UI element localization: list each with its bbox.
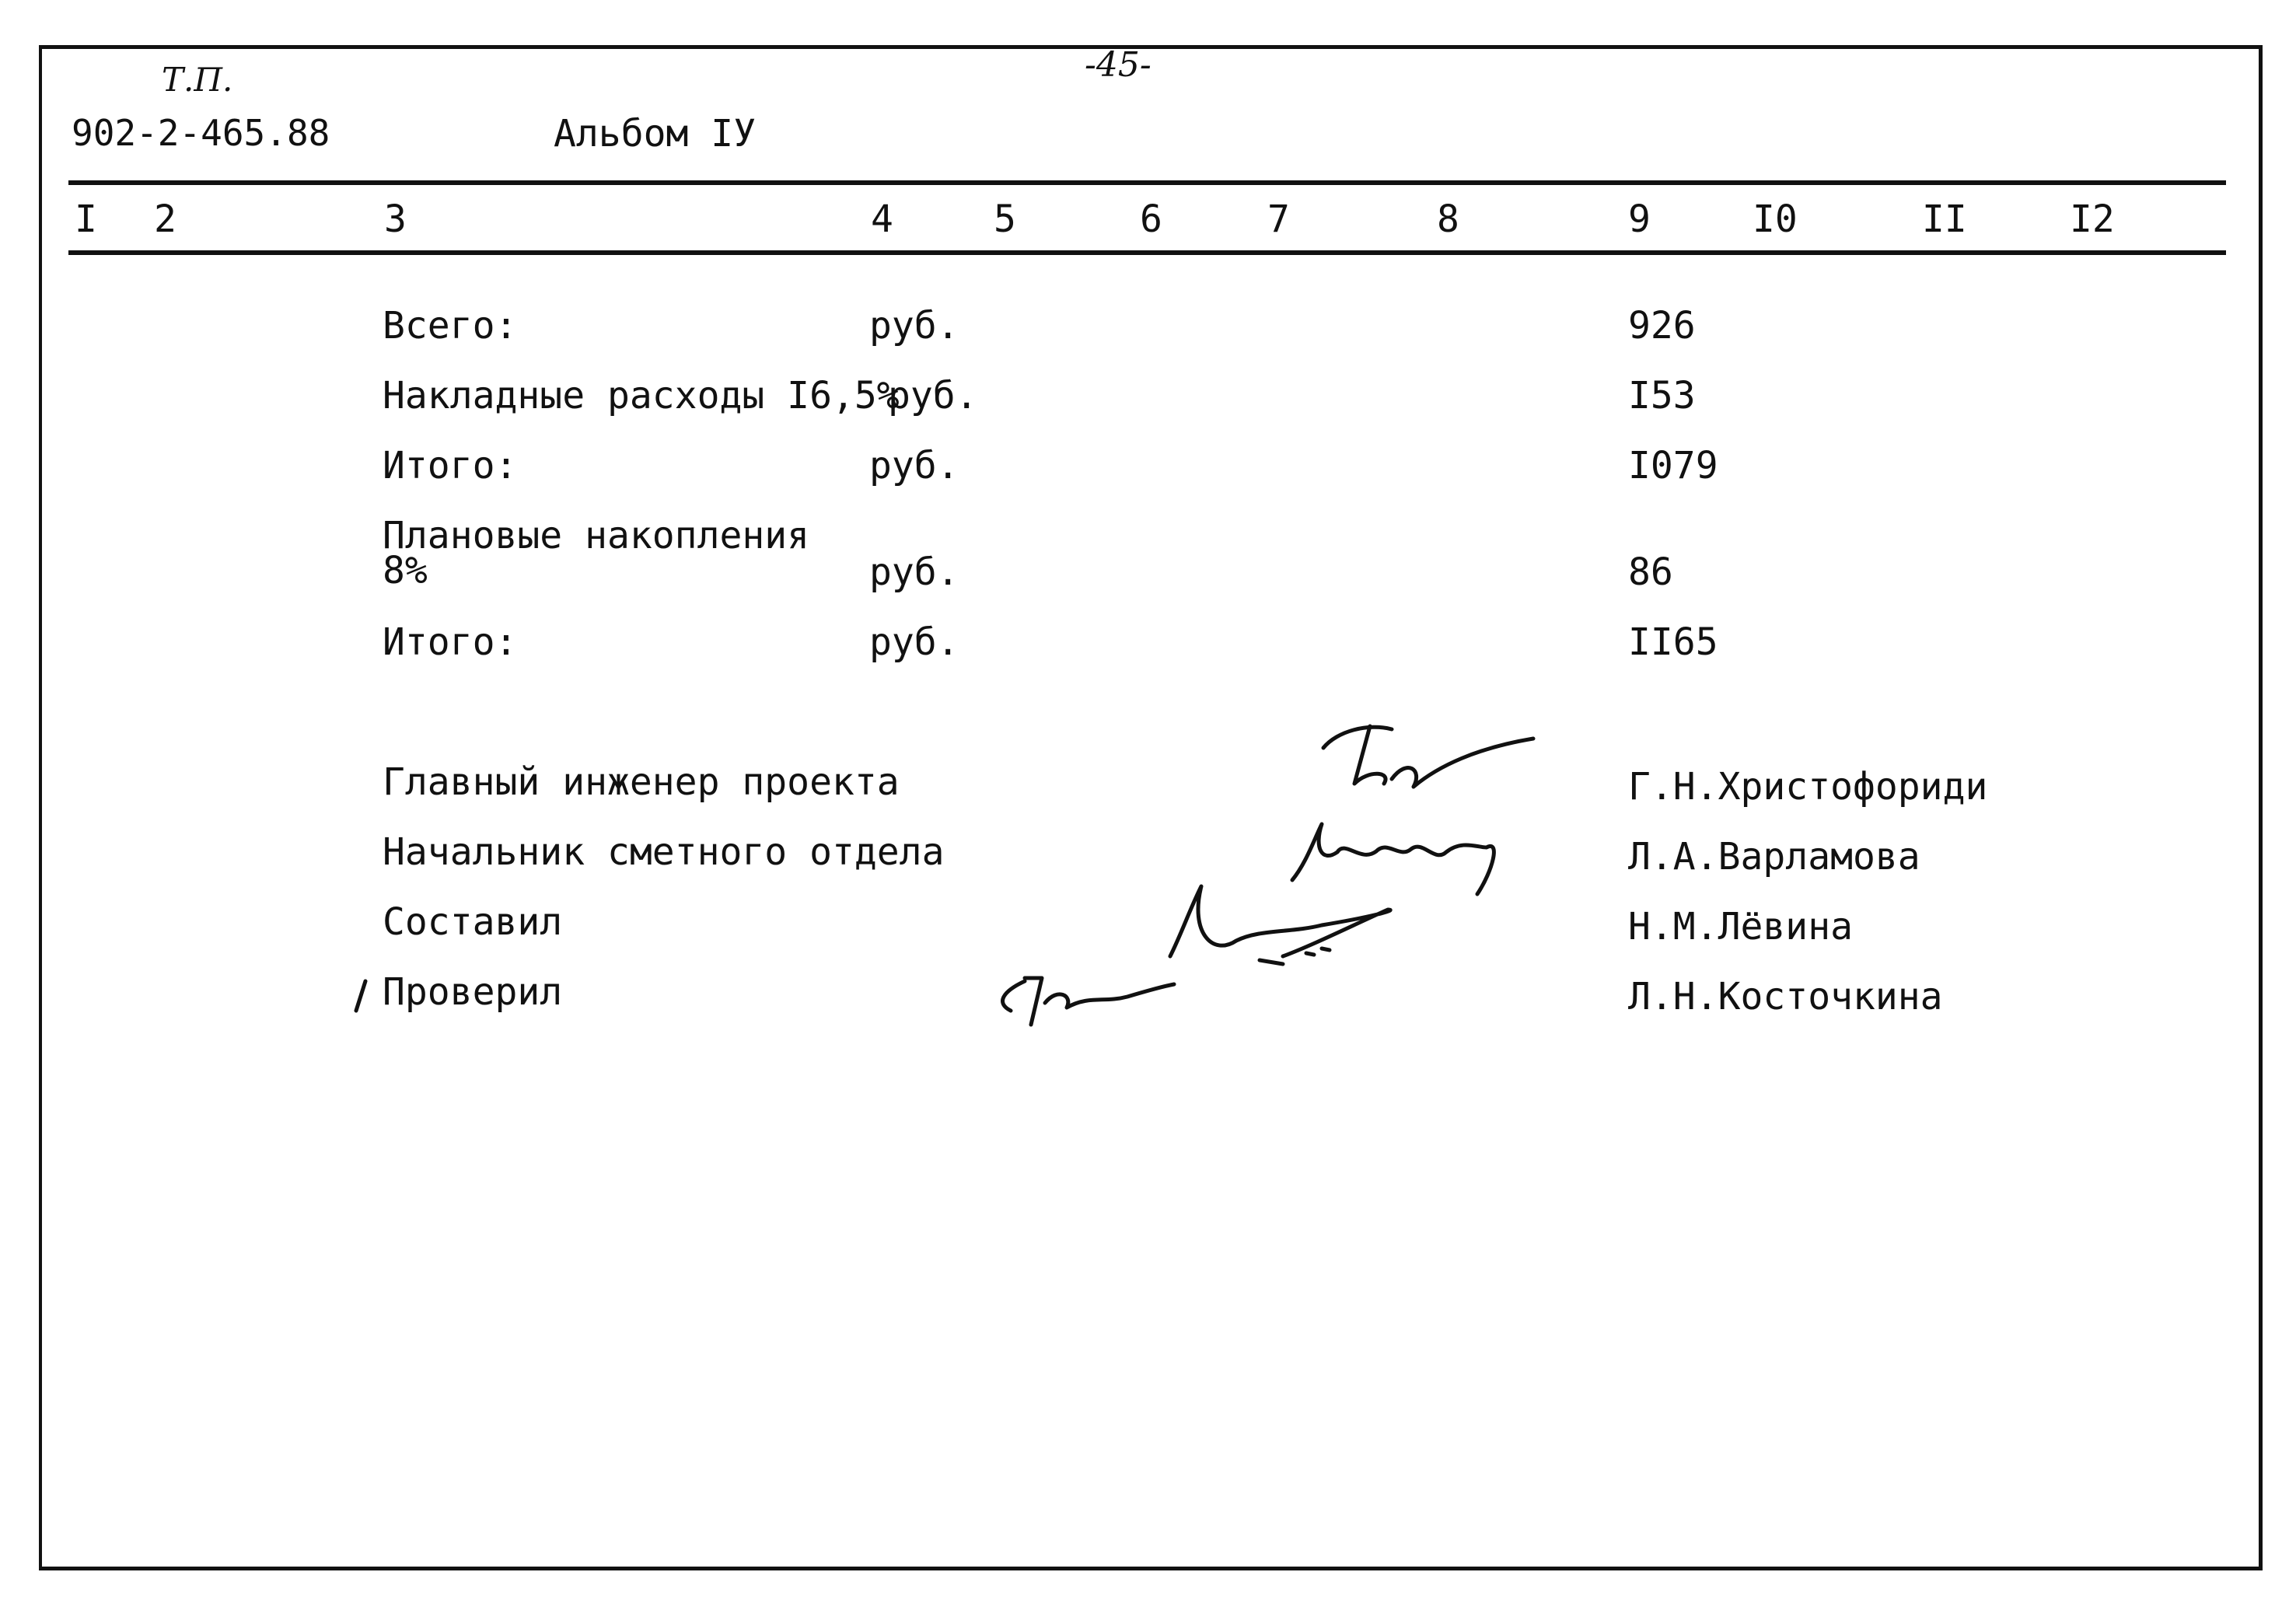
column-number: II	[1922, 197, 1967, 241]
row-unit: руб.	[869, 444, 959, 487]
check-mark	[356, 981, 365, 1011]
signature-role: Составил	[383, 900, 563, 944]
row-value: 86	[1628, 550, 1673, 594]
column-number: 5	[994, 197, 1016, 241]
signature-role: Главный инженер проекта	[383, 760, 900, 804]
row-value: 926	[1628, 304, 1696, 348]
signatory-name: Л.А.Варламова	[1628, 835, 1920, 879]
column-number: 3	[384, 197, 407, 241]
row-value: I53	[1628, 374, 1696, 417]
signature-chief-engineer	[1323, 726, 1533, 787]
column-number: I0	[1753, 197, 1798, 241]
document-code: 902-2-465.88	[72, 112, 330, 154]
row-label: Итого:	[383, 444, 518, 487]
page-number: -45-	[1085, 45, 1151, 85]
signature-compiler	[1170, 886, 1390, 956]
row-value: II65	[1628, 620, 1718, 664]
column-number: I2	[2070, 197, 2115, 241]
row-label: Накладные расходы I6,5%	[383, 374, 900, 417]
album-title: Альбом IУ	[554, 112, 757, 155]
signature-checker	[1003, 978, 1174, 1025]
row-unit: руб.	[869, 304, 959, 348]
column-number: 4	[871, 197, 893, 241]
signatory-name: Н.М.Лёвина	[1628, 905, 1853, 948]
stamp-mark: Т.П.	[162, 61, 233, 99]
row-unit: руб.	[888, 374, 978, 417]
column-number: I	[75, 197, 97, 241]
column-number: 6	[1140, 197, 1162, 241]
column-number: 2	[154, 197, 176, 241]
signatory-name: Л.Н.Косточкина	[1628, 975, 1943, 1018]
row-label: Плановые накопления	[383, 514, 810, 557]
row-value: I079	[1628, 444, 1718, 487]
signatory-name: Г.Н.Христофориди	[1628, 765, 1988, 809]
signature-head-estimates	[1292, 824, 1494, 894]
signature-role: Начальник сметного отдела	[383, 830, 945, 874]
row-label: Всего:	[383, 304, 518, 348]
column-number: 9	[1628, 197, 1651, 241]
column-number: 7	[1267, 197, 1290, 241]
row-unit: руб.	[869, 550, 959, 594]
row-label: Итого:	[383, 620, 518, 664]
row-unit: руб.	[869, 620, 959, 664]
signature-role: Проверил	[383, 970, 563, 1014]
column-number: 8	[1437, 197, 1459, 241]
row-label-line2: 8%	[383, 549, 428, 592]
